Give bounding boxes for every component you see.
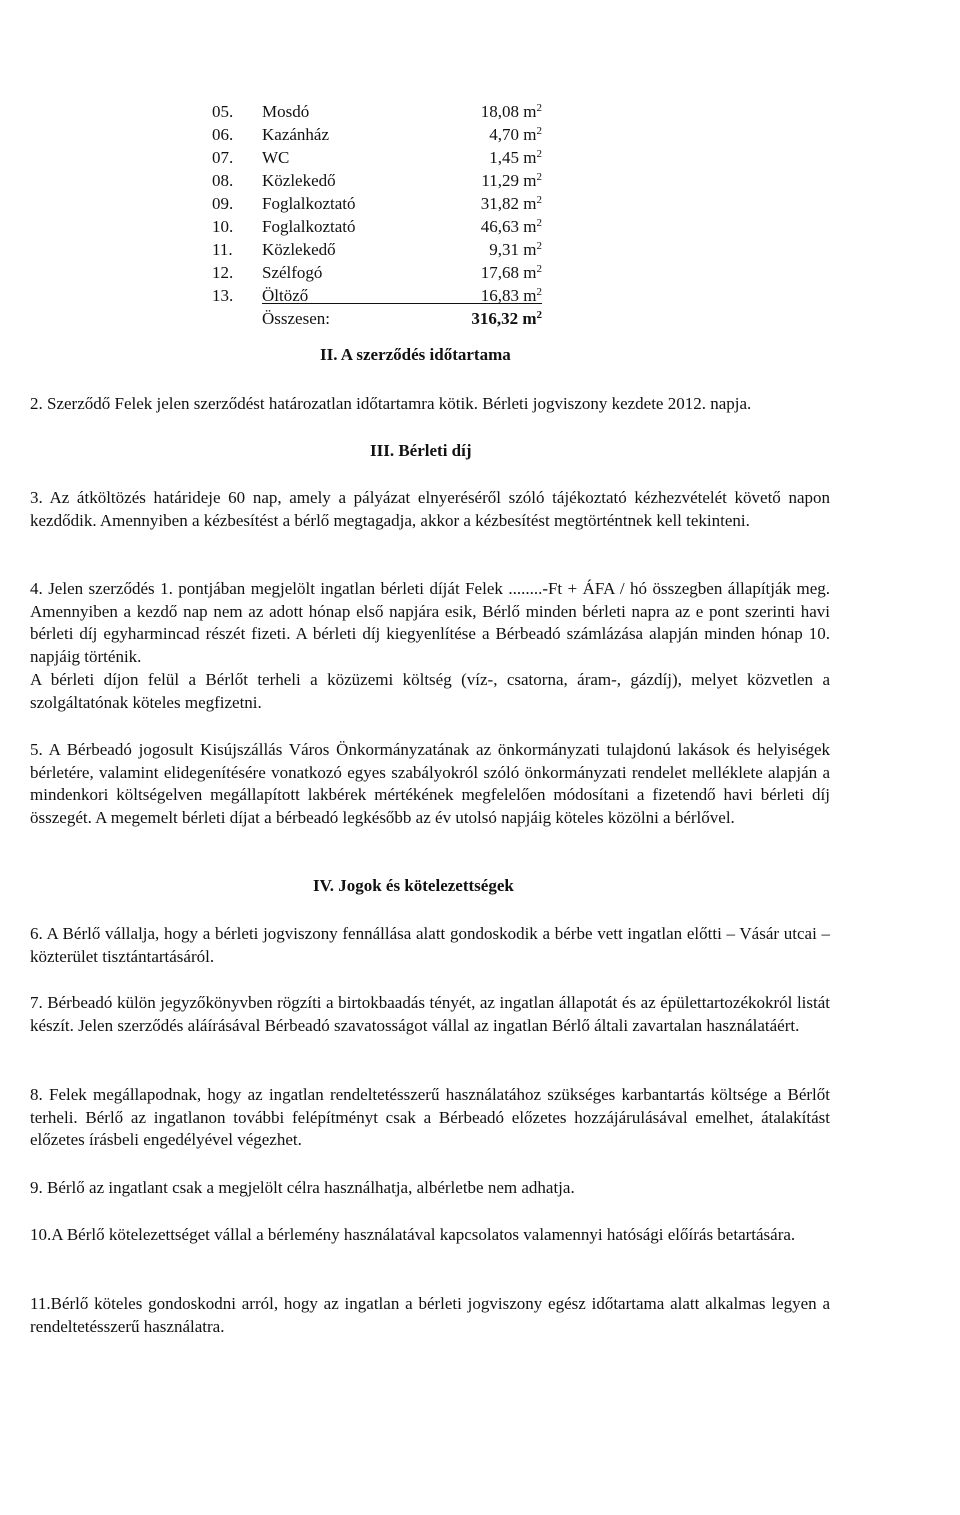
room-row [212,261,542,284]
room-area: 1,45 m [489,148,537,167]
room-area: 11,29 m [481,171,537,190]
area-exponent: 2 [536,102,542,114]
room-row [212,100,542,123]
paragraph-9: 9. Bérlő az ingatlant csak a megjelölt célra használhatja, albérletbe nem adhatja. [30,1178,575,1197]
area-exponent: 2 [536,171,542,183]
room-area: 17,68 m [480,263,537,282]
room-number: 12. [212,263,234,282]
room-name: Kazánház [262,125,330,144]
room-number: 07. [212,148,234,167]
paragraph-2: 2. Szerződő Felek jelen szerződést határozatlan időtartamra kötik. Bérleti jogviszony kezdete 2012. napja. [30,394,752,413]
paragraph-4-continued: A bérleti díjon felül a Bérlőt terheli a közüzemi költség (víz-, csatorna, áram-, gázdíj), melyet közvetlen a szolgáltatónak köteles megfizetni. [30,670,830,712]
room-name: Mosdó [262,102,310,121]
paragraph-11: 11.Bérlő köteles gondoskodni arról, hogy az ingatlan a bérleti jogviszony egész időtartama alatt alkalmas legyen a rendeltetésszerű használatra. [30,1294,830,1336]
paragraph-6: 6. A Bérlő vállalja, hogy a bérleti jogviszony fennállása alatt gondoskodik a bérbe vett ingatlan előtti – Vásár utcai – közterület tisztántartásáról. [30,924,830,966]
paragraph-4: 4. Jelen szerződés 1. pontjában megjelölt ingatlan bérleti díját Felek ........-Ft + ÁFA / hó összegben állapítják meg. Amennyiben a kezdő nap nem az adott hónap első napjára esik, Bérlő minden bérleti napra az e pont szerinti havi bérleti díj egyharmincad részét fizeti. A bérleti díj kiegyenlítése a Bérbeadó számlázása alapján minden hónap 10. napjáig történik. [30,579,830,666]
section-heading-3: III. Bérleti díj [370,441,472,460]
paragraph-10: 10.A Bérlő kötelezettséget vállal a bérlemény használatával kapcsolatos valamennyi hatósági előírás betartására. [30,1225,796,1244]
sum-rule [262,303,542,304]
room-name: Szélfogó [262,263,323,282]
room-area: 18,08 m [480,102,537,121]
room-name: Közlekedő [262,171,336,190]
room-area: 46,63 m [480,217,537,236]
room-area: 9,31 m [489,240,537,259]
room-name: Foglalkoztató [262,194,356,213]
area-exponent: 2 [536,286,542,298]
room-name: Foglalkoztató [262,217,356,236]
room-number: 05. [212,102,234,121]
area-exponent: 2 [536,263,542,275]
paragraph-3: 3. Az átköltözés határideje 60 nap, amely a pályázat elnyeréséről szóló tájékoztató kézhezvételét követő napon kezdődik. Amennyiben a kézbesítést a bérlő megtagadja, akkor a kézbesítést megtörténtnek kell tekinteni. [30,488,830,530]
room-area: 31,82 m [480,194,537,213]
total-label: Összesen: [262,309,330,328]
area-exponent: 2 [536,240,542,252]
room-row [212,169,542,192]
room-row [212,192,542,215]
room-name: WC [262,148,290,167]
room-number: 11. [212,240,233,259]
area-exponent: 2 [536,148,542,160]
total-row [212,307,542,331]
room-row [212,238,542,261]
section-heading-2: II. A szerződés időtartama [320,345,511,364]
area-exponent: 2 [536,309,542,321]
paragraph-8: 8. Felek megállapodnak, hogy az ingatlan rendeltetésszerű használatához szükséges karbantartás költsége a Bérlőt terheli. Bérlő az ingatlanon további felépítményt csak a Bérbeadó előzetes hozzájárulásával emelhet, átalakítást előzetes írásbeli engedélyével végezhet. [30,1085,830,1150]
section-heading-4: IV. Jogok és kötelezettségek [313,876,514,895]
room-number: 09. [212,194,234,213]
paragraph-7: 7. Bérbeadó külön jegyzőkönyvben rögzíti a birtokbaadás tényét, az ingatlan állapotát és az épülettartozékokról listát készít. Jelen szerződés aláírásával Bérbeadó szavatosságot vállal az ingatlan Bérlő általi zavartalan használatáért. [30,993,830,1035]
room-number: 13. [212,286,234,305]
room-number: 06. [212,125,234,144]
area-exponent: 2 [536,217,542,229]
room-name: Közlekedő [262,240,336,259]
room-area: 16,83 m [480,286,537,305]
room-row [212,123,542,146]
room-number: 10. [212,217,234,236]
room-row [212,215,542,238]
room-row [212,146,542,169]
paragraph-5: 5. A Bérbeadó jogosult Kisújszállás Város Önkormányzatának az önkormányzati tulajdonú lakások és helyiségek bérletére, valamint elidegenítésére vonatkozó egyes szabályokról szóló önkormányzati rendelet melléklete alapján a mindenkori költségelven megállapított lakbérek mértékének megfelelően módosítani a fizetendő havi bérleti díj összegét. A megemelt bérleti díjat a bérbeadó legkésőbb az év utolsó napjáig köteles közölni a bérlővel. [30,740,830,827]
room-area-table [212,100,542,331]
area-exponent: 2 [536,125,542,137]
room-row [212,284,542,307]
room-area: 4,70 m [489,125,537,144]
area-exponent: 2 [536,194,542,206]
total-value: 316,32 m [471,309,537,328]
room-name: Öltöző [262,286,309,305]
room-number: 08. [212,171,234,190]
